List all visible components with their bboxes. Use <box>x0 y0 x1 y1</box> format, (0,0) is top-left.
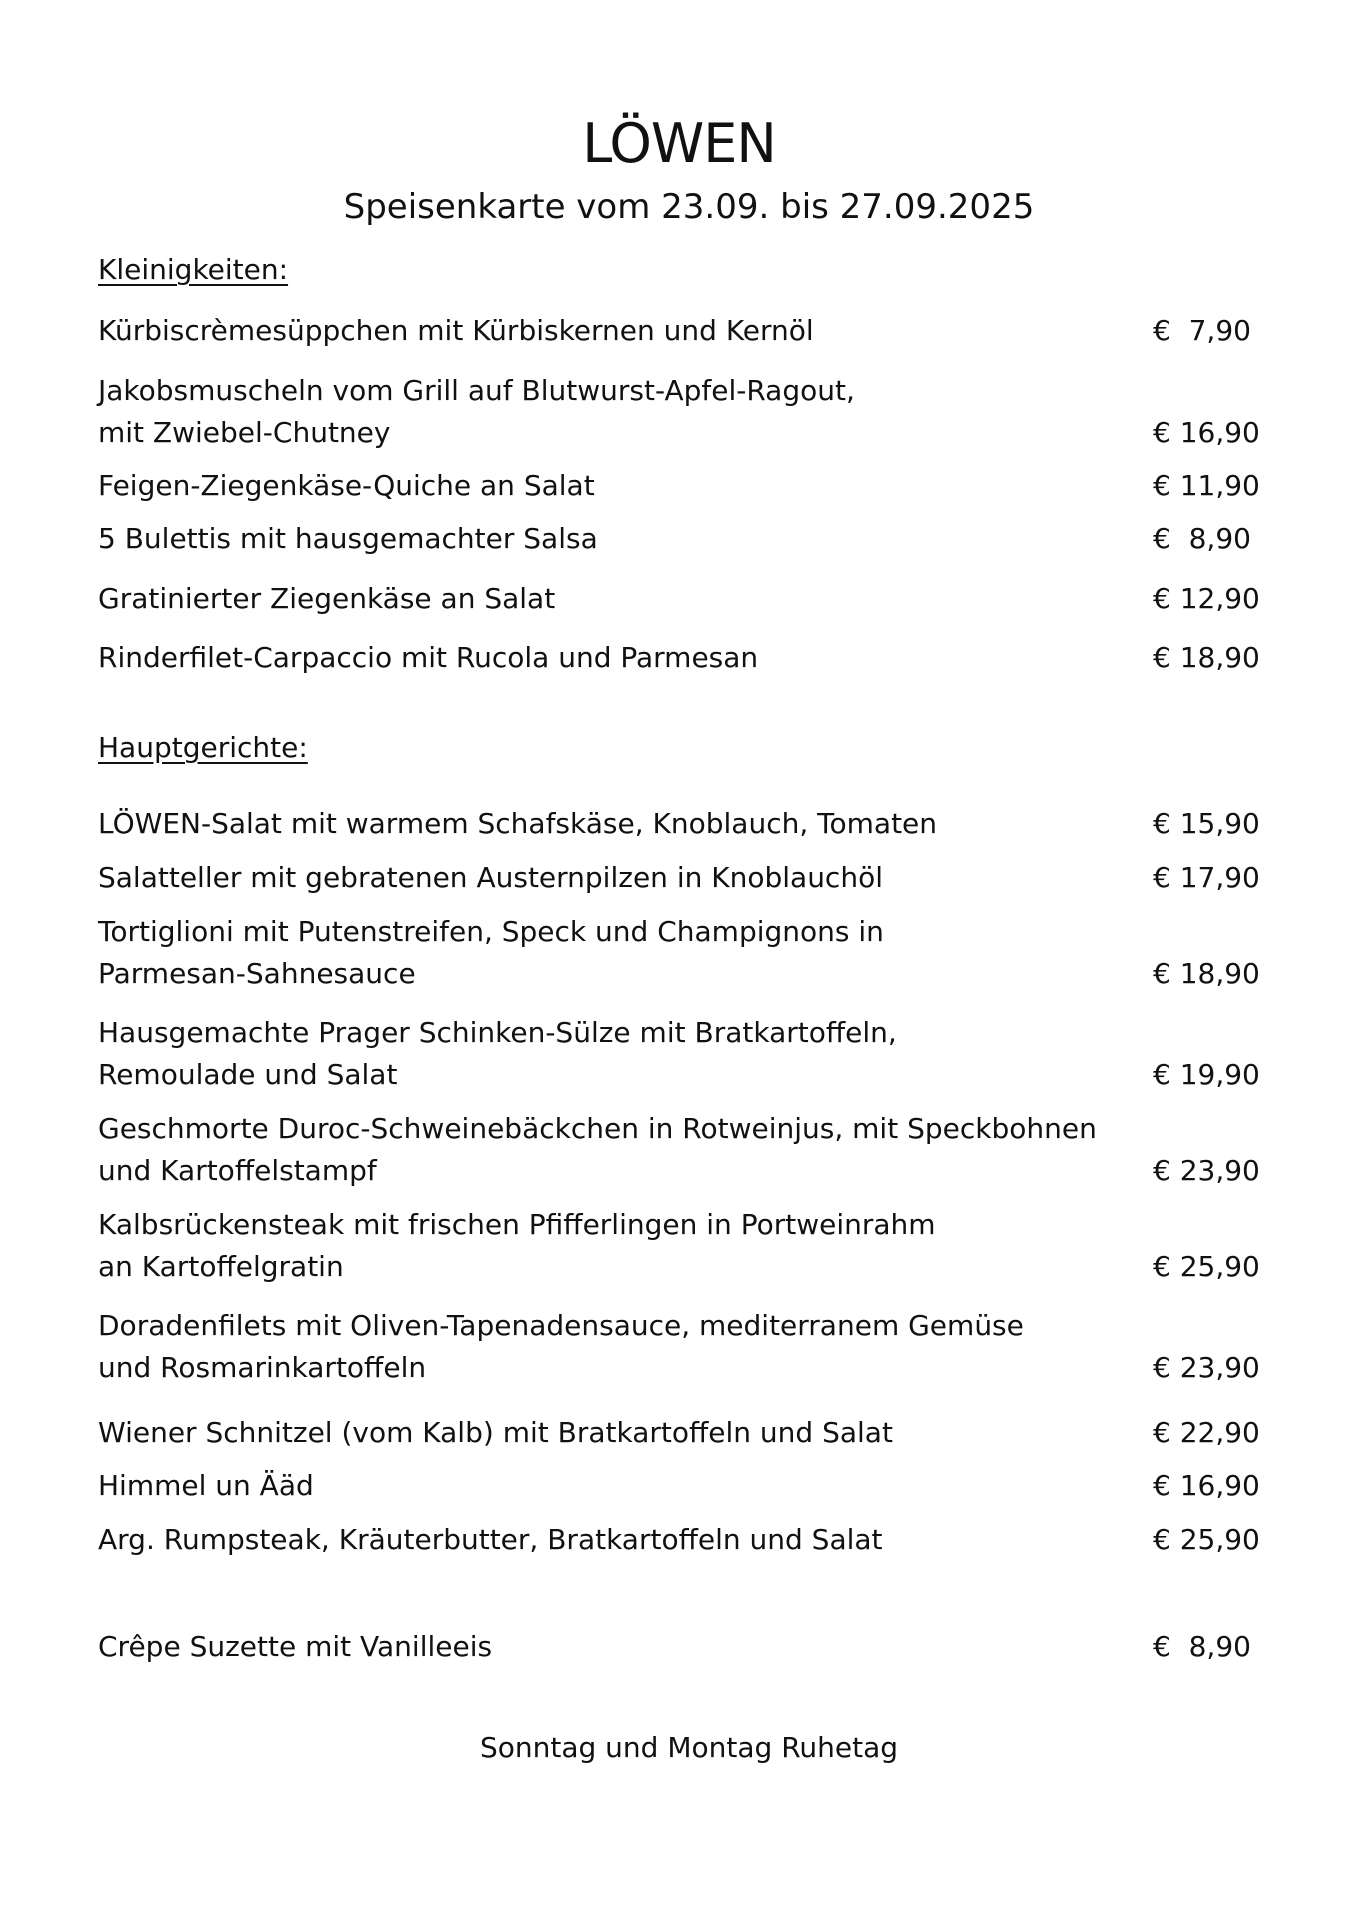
menu-item-name-continued: und Kartoffelstampf <box>98 1154 377 1187</box>
menu-item-price: € 11,90 <box>1153 469 1260 502</box>
menu-item-name: Feigen-Ziegenkäse-Quiche an Salat <box>98 469 595 502</box>
menu-item-name-continued: Remoulade und Salat <box>98 1058 398 1091</box>
menu-item-price: € 15,90 <box>1153 807 1260 840</box>
menu-item-name: Rinderfilet-Carpaccio mit Rucola und Parmesan <box>98 641 759 674</box>
menu-item-price: € 18,90 <box>1153 957 1260 990</box>
menu-item-name: Geschmorte Duroc-Schweinebäckchen in Rotweinjus, mit Speckbohnen <box>98 1112 1097 1145</box>
menu-item-price: € 7,90 <box>1153 314 1251 347</box>
menu-item-name: Tortiglioni mit Putenstreifen, Speck und Champignons in <box>98 915 884 948</box>
menu-item-name: Doradenfilets mit Oliven-Tapenadensauce, mediterranem Gemüse <box>98 1309 1024 1342</box>
menu-item-price: € 23,90 <box>1153 1154 1260 1187</box>
menu-item-name: Salatteller mit gebratenen Austernpilzen in Knoblauchöl <box>98 861 883 894</box>
menu-item-price: € 12,90 <box>1153 582 1260 615</box>
menu-item-name: Jakobsmuscheln vom Grill auf Blutwurst-Apfel-Ragout, <box>98 374 855 407</box>
menu-item-price: € 16,90 <box>1153 1469 1260 1502</box>
menu-item-price: € 22,90 <box>1153 1416 1260 1449</box>
menu-item-name-continued: Parmesan-Sahnesauce <box>98 957 416 990</box>
menu-item-name: LÖWEN-Salat mit warmem Schafskäse, Knoblauch, Tomaten <box>98 807 938 840</box>
menu-item-price: € 23,90 <box>1153 1351 1260 1384</box>
menu-item-price: € 16,90 <box>1153 416 1260 449</box>
menu-item-price: € 25,90 <box>1153 1523 1260 1556</box>
menu-date-range: Speisenkarte vom 23.09. bis 27.09.2025 <box>343 187 1035 227</box>
section-heading-kleinigkeiten: Kleinigkeiten: <box>98 253 289 286</box>
menu-item-name: 5 Bulettis mit hausgemachter Salsa <box>98 522 598 555</box>
menu-item-name: Arg. Rumpsteak, Kräuterbutter, Bratkartoffeln und Salat <box>98 1523 883 1556</box>
menu-item-name-continued: und Rosmarinkartoffeln <box>98 1351 427 1384</box>
menu-item-name: Wiener Schnitzel (vom Kalb) mit Bratkartoffeln und Salat <box>98 1416 893 1449</box>
dessert-item-price: € 8,90 <box>1153 1630 1251 1663</box>
dessert-item-name: Crêpe Suzette mit Vanilleeis <box>98 1630 493 1663</box>
menu-item-name: Hausgemachte Prager Schinken-Sülze mit Bratkartoffeln, <box>98 1016 897 1049</box>
menu-item-name: Gratinierter Ziegenkäse an Salat <box>98 582 556 615</box>
menu-item-price: € 8,90 <box>1153 522 1251 555</box>
menu-item-price: € 25,90 <box>1153 1250 1260 1283</box>
menu-item-name-continued: an Kartoffelgratin <box>98 1250 344 1283</box>
menu-item-name: Kalbsrückensteak mit frischen Pfifferlingen in Portweinrahm <box>98 1208 936 1241</box>
menu-item-price: € 18,90 <box>1153 641 1260 674</box>
menu-item-name-continued: mit Zwiebel-Chutney <box>98 416 391 449</box>
menu-item-price: € 19,90 <box>1153 1058 1260 1091</box>
menu-item-price: € 17,90 <box>1153 861 1260 894</box>
menu-item-name: Himmel un Ääd <box>98 1469 314 1502</box>
restaurant-title: LÖWEN <box>582 112 776 175</box>
closing-days-note: Sonntag und Montag Ruhetag <box>479 1731 899 1764</box>
menu-item-name: Kürbiscrèmesüppchen mit Kürbiskernen und Kernöl <box>98 314 814 347</box>
section-heading-hauptgerichte: Hauptgerichte: <box>98 731 308 764</box>
